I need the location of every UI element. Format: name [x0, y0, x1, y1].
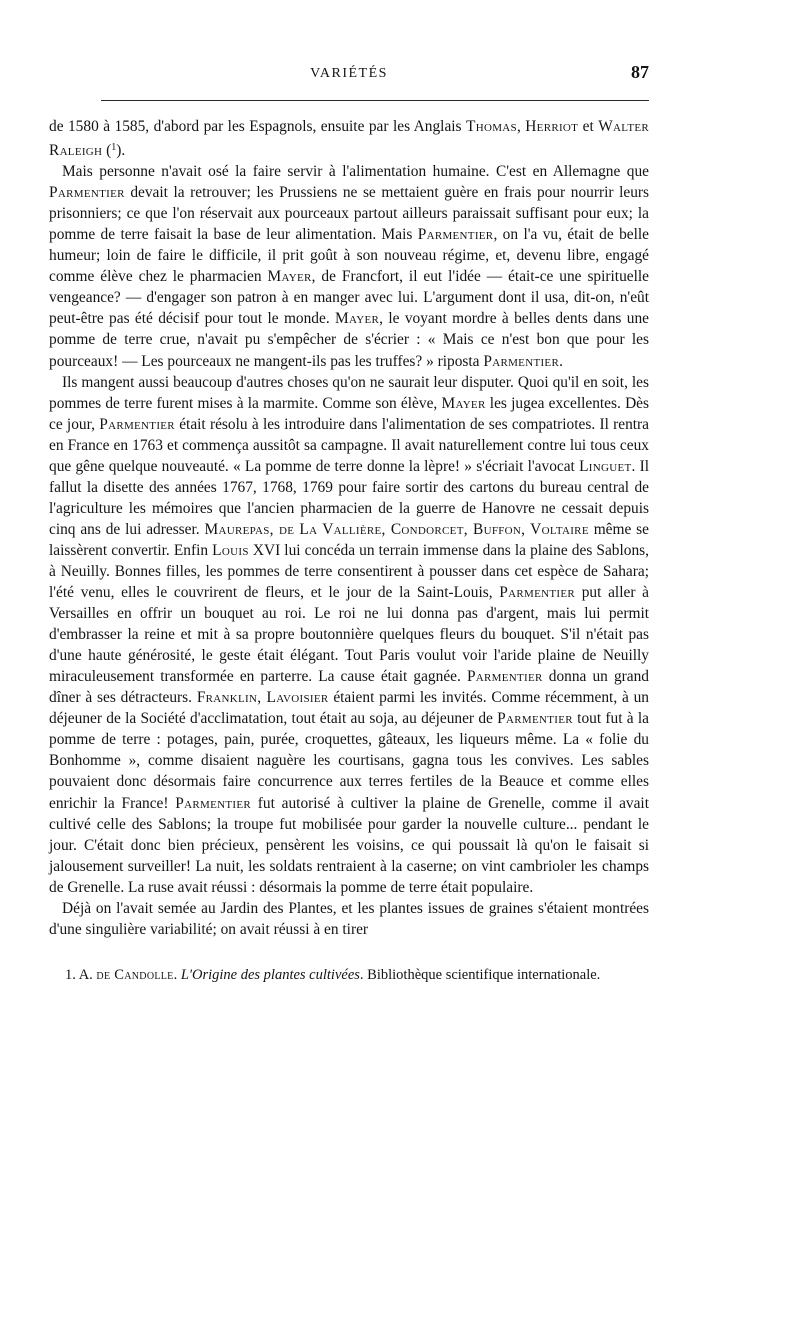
person-name: Franklin, Lavoisier [196, 689, 329, 707]
paragraph-2 [49, 161, 649, 371]
person-name: Parmentier [99, 415, 175, 433]
person-name: Parmentier [483, 352, 560, 370]
text-run: fut autorisé à cultiver la plaine de Grenelle, comme il avait cultivé celle des Sablons; la troupe fut mobilisée pour garder la nouvelle culture... pendant le jour. C'était donc bien précieux, pensèrent les voisins, ce qui poussait là qu'on le faisait si jalousement surveiller! La nuit, les soldats rentraient à la caserne; on vint cambrioler les champs de Grenelle. La ruse avait réussi : désormais la pomme de terre était populaire. [49, 794, 649, 896]
person-name: Mayer [335, 310, 380, 328]
person-name: Parmentier [499, 584, 576, 602]
text-run: et [578, 118, 599, 135]
text-run: était résolu à les introduire dans l'alimentation de ses compatriotes. Il rentra en France en 1763 et commença aussitôt sa campagne. Il avait naturellement contre lui tous ceux que gêne quelque nouveauté. « La pomme de terre donne la lèpre! » s'écriait l'avocat [49, 415, 649, 475]
text-run: . Il fallut la disette des années 1767, 1768, 1769 pour faire sortir des cartons du bureau central de l'agriculture les mémoires que l'ancien pharmacien de la guerre de Hanovre ne cessait depuis cinq ans de lui adresser. [49, 457, 649, 538]
text-run: ). [116, 142, 126, 160]
text-run: . [173, 966, 181, 983]
text-run: tout fut à la pomme de terre : potages, pain, purée, croquettes, gâteaux, les liqueurs même. La « folie du Bonhomme », comme disaient naguère les courtisans, gagna tous les convives. Les sables pouvaient donc désormais faire concurrence aux terres fertiles de la Beauce et comme elles enrichir la France! [49, 710, 649, 812]
paragraph-4 [49, 898, 649, 940]
body-text [49, 116, 649, 940]
header-rule [101, 100, 649, 101]
running-head: VARIÉTÉS [310, 66, 388, 81]
text-run: , de Francfort, il eut l'idée — était-ce une spirituelle vengeance? — d'engager son patron à en manger avec lui. L'argument dont il usa, dit-on, n'eût peut-être pas été décisif pour tout le monde. [49, 268, 649, 328]
paragraph-3 [49, 372, 649, 898]
text-run: , on l'a vu, était de belle humeur; loin de faire le difficile, il prit goût à son nouveau régime, et, devenu libre, engagé comme élève chez le pharmacien [49, 226, 649, 286]
person-name: Mayer [267, 268, 312, 286]
text-run: étaient parmi les invités. Comme récemment, à un déjeuner de la Société d'acclimatation, tout était au soja, au déjeuner de [49, 689, 649, 728]
person-name: Maurepas, de La Vallière, Condorcet, Buffon, Voltaire [204, 520, 589, 538]
person-name: Thomas [466, 118, 517, 135]
text-run: XVI lui concéda un terrain immense dans la plaine des Sablons, à Neuilly. Bonnes filles, les pommes de terre consentirent à pousser dans cet espèce de Sahara; l'été venu, elles le couvrirent de fleurs, et le jour de la Saint-Louis, [49, 541, 650, 602]
footnote-title: L'Origine des plantes cultivées [180, 966, 360, 983]
text-run: donna un grand dîner à ses détracteurs. [49, 668, 650, 707]
book-page [49, 62, 649, 985]
person-name: Mayer [441, 394, 486, 412]
text-run: même se laissèrent convertir. Enfin [49, 520, 649, 559]
page-number: 87 [631, 62, 649, 82]
person-name: Parmentier [49, 184, 125, 202]
footnote-author: de Candolle [96, 966, 174, 983]
page-header [49, 62, 649, 90]
text-run: devait la retrouver; les Prussiens ne se mettaient guère en frais pour nourrir leurs prisonniers; ce que l'on réservait aux pourceaux partout ailleurs paraissait suffisant pour eux; la pomme de terre faisait la base de leur alimentation. Mais [49, 184, 649, 244]
text-run: Déjà on l'avait semée au Jardin des Plantes, et les plantes issues de graines s'étaient montrées d'une singulière variabilité; on avait réussi à en tirer [49, 899, 649, 938]
text-run: put aller à Versailles en offrir un bouquet au roi. Le roi ne lui donna pas d'argent, mais lui permit d'embrasser la reine et mit à sa propre boutonnière quelques fleurs du bouquet. S'il n'était pas d'une haute générosité, le geste était élégant. Tout Paris voulut voir l'aride plaine de Neuilly miraculeusement transformée en parterre. La cause était gagnée. [49, 584, 649, 686]
footnote [49, 966, 649, 985]
paragraph-1 [49, 116, 649, 161]
footnote-marker: 1 [111, 142, 117, 154]
text-run: , le voyant mordre à belles dents dans une pomme de terre crue, n'avait pu s'empêcher de s'écrier : « Mais ce n'est bon que pour les pourceaux! — Les pourceaux ne mangent-ils pas les truffes? » riposta [49, 310, 649, 370]
person-name: Linguet [579, 457, 632, 475]
person-name: Parmentier [417, 226, 494, 244]
text-run: les jugea excellentes. Dès ce jour, [49, 394, 649, 433]
text-run: . Bibliothèque scientifique internationale. [359, 966, 601, 983]
text-run: , [516, 118, 526, 135]
text-run: . [559, 352, 563, 370]
footnote-number: 1. A. [65, 966, 97, 983]
text-run: Ils mangent aussi beaucoup d'autres choses qu'on ne saurait leur disputer. Quoi qu'il en soit, les pommes de terre furent mises à la marmite. Comme son élève, [49, 373, 649, 412]
person-name: Parmentier [497, 710, 573, 728]
person-name: Herriot [525, 118, 579, 135]
person-name: Louis [212, 541, 249, 559]
person-name: Walter Raleigh [49, 118, 649, 160]
text-run: ( [102, 142, 112, 160]
text-run: Mais personne n'avait osé la faire servir à l'alimentation humaine. C'est en Allemagne que [62, 163, 649, 181]
person-name: Parmentier [466, 668, 543, 686]
text-run: de 1580 à 1585, d'abord par les Espagnols, ensuite par les Anglais [49, 118, 467, 135]
person-name: Parmentier [175, 794, 252, 812]
